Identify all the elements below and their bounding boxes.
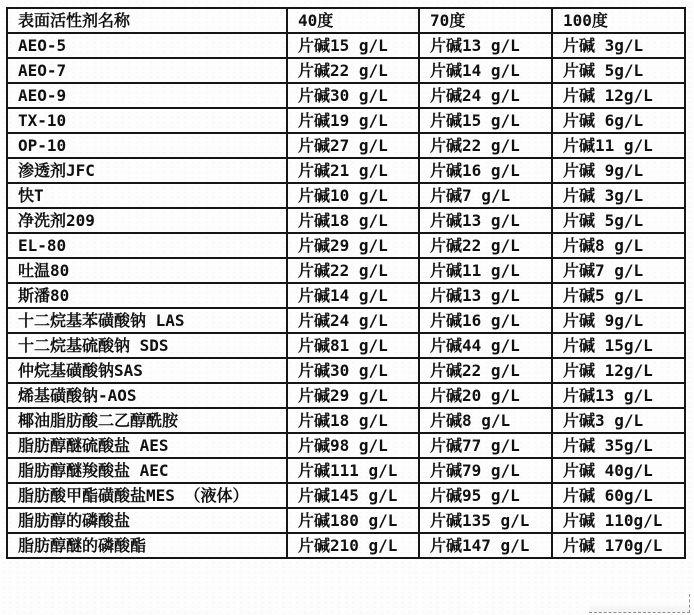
alkali-dosage-cell: 片碱44 g/L	[419, 333, 552, 358]
alkali-dosage-cell: 片碱 9g/L	[552, 308, 685, 333]
alkali-dosage-cell: 片碱7 g/L	[552, 258, 685, 283]
table-row	[7, 358, 685, 383]
surfactant-alkali-dosage-table	[6, 7, 686, 559]
alkali-dosage-cell: 片碱10 g/L	[287, 183, 419, 208]
table-row	[7, 158, 685, 183]
alkali-dosage-cell: 片碱95 g/L	[419, 483, 552, 508]
table-row	[7, 408, 685, 433]
alkali-dosage-cell: 片碱16 g/L	[419, 158, 552, 183]
alkali-dosage-cell: 片碱13 g/L	[419, 33, 552, 58]
table-row	[7, 183, 685, 208]
alkali-dosage-cell: 片碱22 g/L	[419, 133, 552, 158]
alkali-dosage-cell: 片碱 9g/L	[552, 158, 685, 183]
alkali-dosage-cell: 片碱79 g/L	[419, 458, 552, 483]
alkali-dosage-cell: 片碱8 g/L	[552, 233, 685, 258]
surfactant-name-cell: OP-10	[7, 133, 287, 158]
surfactant-name-cell: 斯潘80	[7, 283, 287, 308]
surfactant-name-cell: 快T	[7, 183, 287, 208]
table-row	[7, 533, 685, 558]
alkali-dosage-cell: 片碱22 g/L	[419, 233, 552, 258]
alkali-dosage-cell: 片碱81 g/L	[287, 333, 419, 358]
alkali-dosage-cell: 片碱20 g/L	[419, 383, 552, 408]
table-header	[7, 8, 685, 33]
alkali-dosage-cell: 片碱30 g/L	[287, 358, 419, 383]
alkali-dosage-cell: 片碱30 g/L	[287, 83, 419, 108]
alkali-dosage-cell: 片碱 12g/L	[552, 358, 685, 383]
surfactant-name-cell: AEO-9	[7, 83, 287, 108]
surfactant-name-cell: 脂肪醇醚硫酸盐 AES	[7, 433, 287, 458]
alkali-dosage-cell: 片碱22 g/L	[287, 258, 419, 283]
table-row	[7, 308, 685, 333]
surfactant-name-cell: EL-80	[7, 233, 287, 258]
surfactant-name-cell: AEO-5	[7, 33, 287, 58]
bottom-right-edit-artifact	[589, 594, 690, 613]
alkali-dosage-cell: 片碱145 g/L	[287, 483, 419, 508]
alkali-dosage-cell: 片碱98 g/L	[287, 433, 419, 458]
alkali-dosage-cell: 片碱11 g/L	[552, 133, 685, 158]
alkali-dosage-cell: 片碱77 g/L	[419, 433, 552, 458]
table-row	[7, 133, 685, 158]
surfactant-name-cell: 净洗剂209	[7, 208, 287, 233]
alkali-dosage-cell: 片碱 5g/L	[552, 208, 685, 233]
alkali-dosage-cell: 片碱 110g/L	[552, 508, 685, 533]
alkali-dosage-cell: 片碱13 g/L	[419, 208, 552, 233]
surfactant-name-cell: 烯基磺酸钠-AOS	[7, 383, 287, 408]
alkali-dosage-cell: 片碱24 g/L	[419, 83, 552, 108]
alkali-dosage-cell: 片碱8 g/L	[419, 408, 552, 433]
alkali-dosage-cell: 片碱29 g/L	[287, 383, 419, 408]
column-header-surfactant-name: 表面活性剂名称	[7, 8, 287, 33]
column-header-temperature: 100度	[552, 8, 685, 33]
alkali-dosage-cell: 片碱13 g/L	[419, 283, 552, 308]
column-header-temperature: 40度	[287, 8, 419, 33]
table-row	[7, 208, 685, 233]
alkali-dosage-cell: 片碱 12g/L	[552, 83, 685, 108]
alkali-dosage-cell: 片碱 6g/L	[552, 108, 685, 133]
alkali-dosage-cell: 片碱 35g/L	[552, 433, 685, 458]
alkali-dosage-cell: 片碱 5g/L	[552, 58, 685, 83]
alkali-dosage-cell: 片碱 15g/L	[552, 333, 685, 358]
surfactant-name-cell: TX-10	[7, 108, 287, 133]
alkali-dosage-cell: 片碱180 g/L	[287, 508, 419, 533]
table-row	[7, 333, 685, 358]
surfactant-name-cell: 脂肪酸甲酯磺酸盐MES （液体）	[7, 483, 287, 508]
table-row	[7, 433, 685, 458]
column-header-temperature: 70度	[419, 8, 552, 33]
surfactant-name-cell: 脂肪醇醚的磷酸酯	[7, 533, 287, 558]
alkali-dosage-cell: 片碱14 g/L	[419, 58, 552, 83]
table-row	[7, 508, 685, 533]
table-row	[7, 58, 685, 83]
table-row	[7, 283, 685, 308]
alkali-dosage-cell: 片碱18 g/L	[287, 408, 419, 433]
alkali-dosage-cell: 片碱21 g/L	[287, 158, 419, 183]
alkali-dosage-cell: 片碱14 g/L	[287, 283, 419, 308]
alkali-dosage-cell: 片碱111 g/L	[287, 458, 419, 483]
table-header-row	[7, 8, 685, 33]
alkali-dosage-cell: 片碱 3g/L	[552, 183, 685, 208]
alkali-dosage-cell: 片碱16 g/L	[419, 308, 552, 333]
alkali-dosage-cell: 片碱22 g/L	[419, 358, 552, 383]
table-row	[7, 483, 685, 508]
surfactant-name-cell: 十二烷基苯磺酸钠 LAS	[7, 308, 287, 333]
surfactant-name-cell: 十二烷基硫酸钠 SDS	[7, 333, 287, 358]
alkali-dosage-cell: 片碱 170g/L	[552, 533, 685, 558]
surfactant-name-cell: 椰油脂肪酸二乙醇酰胺	[7, 408, 287, 433]
table-row	[7, 33, 685, 58]
alkali-dosage-cell: 片碱 3g/L	[552, 33, 685, 58]
table-row	[7, 258, 685, 283]
alkali-dosage-cell: 片碱135 g/L	[419, 508, 552, 533]
alkali-dosage-cell: 片碱11 g/L	[419, 258, 552, 283]
alkali-dosage-cell: 片碱 40g/L	[552, 458, 685, 483]
alkali-dosage-cell: 片碱3 g/L	[552, 408, 685, 433]
alkali-dosage-cell: 片碱18 g/L	[287, 208, 419, 233]
surfactant-name-cell: 渗透剂JFC	[7, 158, 287, 183]
surfactant-name-cell: 吐温80	[7, 258, 287, 283]
alkali-dosage-cell: 片碱22 g/L	[287, 58, 419, 83]
alkali-dosage-cell: 片碱210 g/L	[287, 533, 419, 558]
alkali-dosage-cell: 片碱13 g/L	[552, 383, 685, 408]
alkali-dosage-cell: 片碱 60g/L	[552, 483, 685, 508]
alkali-dosage-cell: 片碱15 g/L	[419, 108, 552, 133]
alkali-dosage-cell: 片碱19 g/L	[287, 108, 419, 133]
table-row	[7, 458, 685, 483]
table-row	[7, 108, 685, 133]
alkali-dosage-cell: 片碱27 g/L	[287, 133, 419, 158]
alkali-dosage-cell: 片碱24 g/L	[287, 308, 419, 333]
table-body	[7, 33, 685, 558]
alkali-dosage-cell: 片碱29 g/L	[287, 233, 419, 258]
alkali-dosage-cell: 片碱147 g/L	[419, 533, 552, 558]
alkali-dosage-cell: 片碱5 g/L	[552, 283, 685, 308]
surfactant-name-cell: AEO-7	[7, 58, 287, 83]
surfactant-name-cell: 脂肪醇的磷酸盐	[7, 508, 287, 533]
table-row	[7, 383, 685, 408]
alkali-dosage-cell: 片碱15 g/L	[287, 33, 419, 58]
surfactant-name-cell: 仲烷基磺酸钠SAS	[7, 358, 287, 383]
table-row	[7, 83, 685, 108]
table-row	[7, 233, 685, 258]
alkali-dosage-cell: 片碱7 g/L	[419, 183, 552, 208]
surfactant-name-cell: 脂肪醇醚羧酸盐 AEC	[7, 458, 287, 483]
